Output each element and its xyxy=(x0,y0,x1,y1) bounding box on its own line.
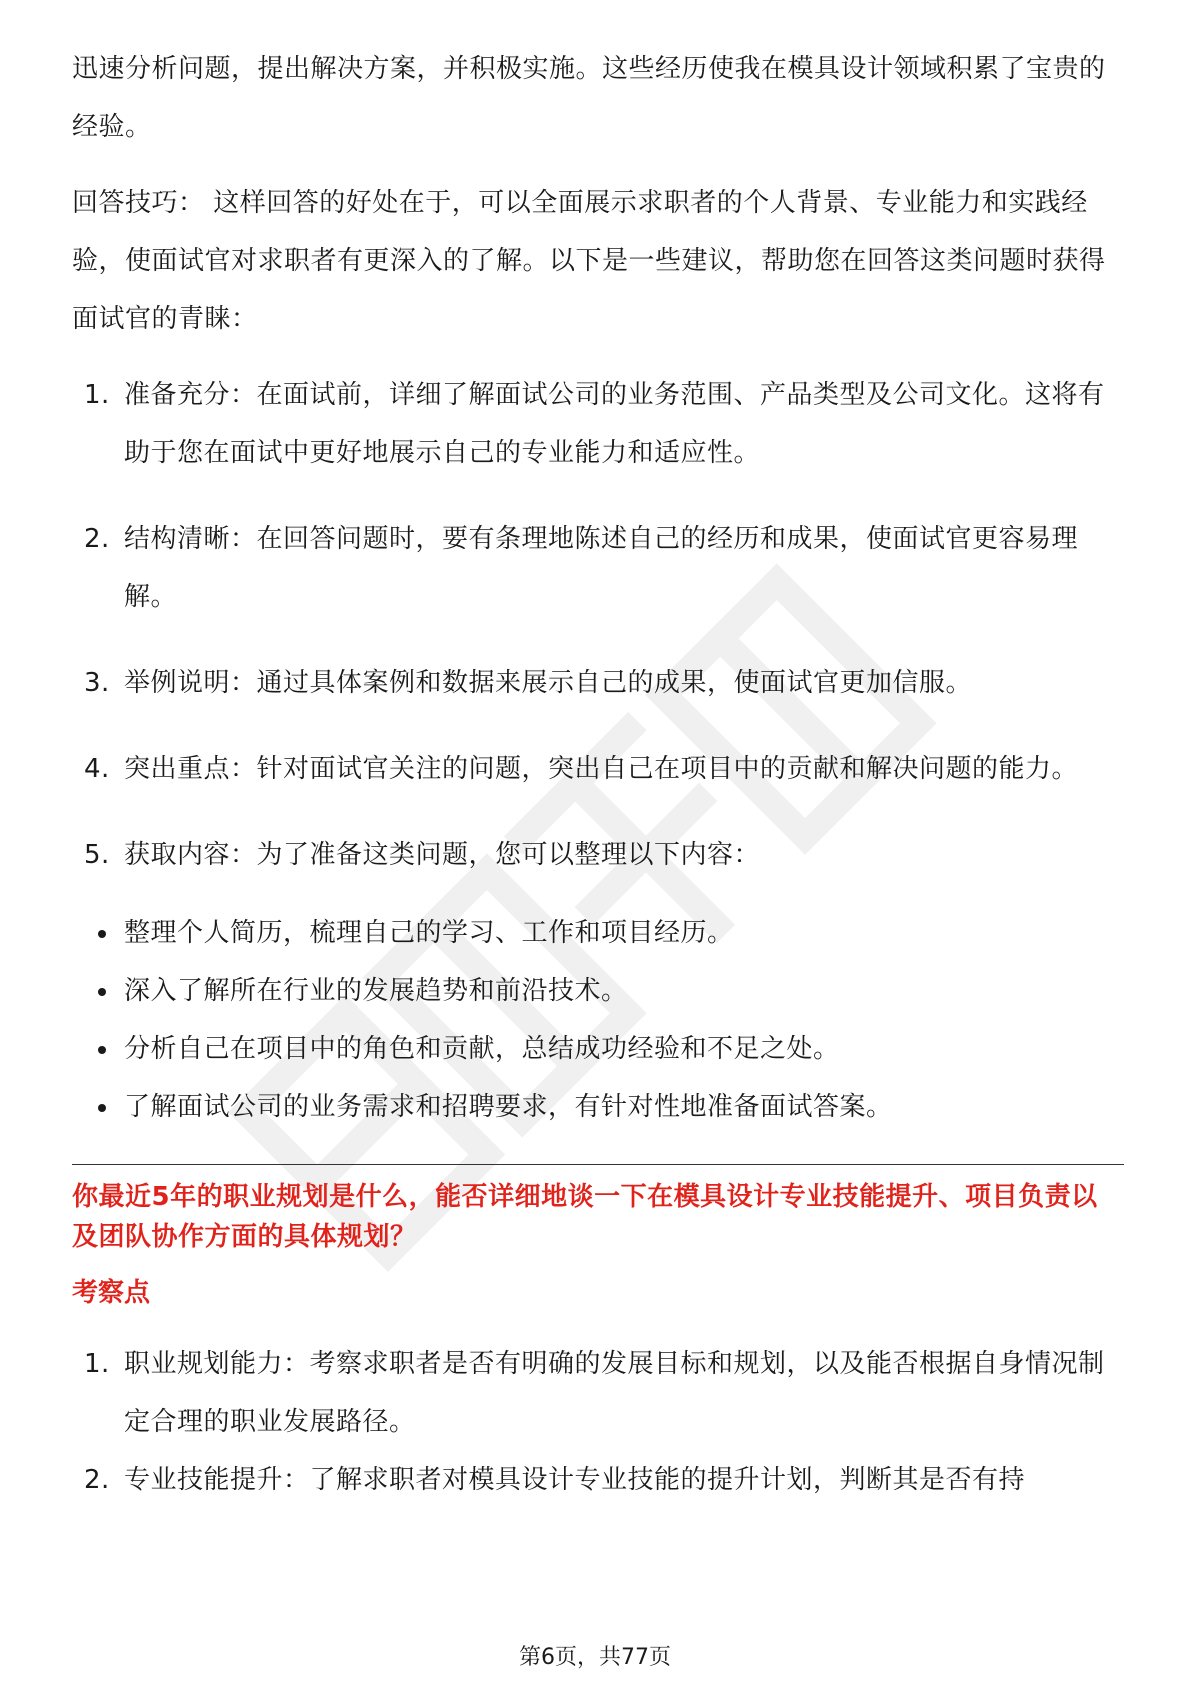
list-item xyxy=(72,826,1124,884)
bullet-dot-icon xyxy=(98,1046,106,1054)
bullet-item xyxy=(72,962,1124,1020)
bullet-item xyxy=(72,1078,1124,1136)
list-number: 1. xyxy=(84,380,110,410)
list-item-text: 举例说明：通过具体案例和数据来展示自己的成果，使面试官更加信服。 xyxy=(124,668,973,698)
list-item-text: 获取内容：为了准备这类问题，您可以整理以下内容： xyxy=(124,840,761,870)
list-item xyxy=(72,510,1124,626)
page-footer: 第6页，共77页 xyxy=(519,1645,671,1670)
list-item-text: 结构清晰：在回答问题时，要有条理地陈述自己的经历和成果，使面试官更容易理解。 xyxy=(124,524,1079,612)
list-item xyxy=(72,1335,1124,1451)
list-number: 5. xyxy=(84,840,110,870)
list-item-text: 准备充分：在面试前，详细了解面试公司的业务范围、产品类型及公司文化。这将有助于您在面试中更好地展示自己的专业能力和适应性。 xyxy=(124,380,1105,468)
interview-question: 你最近5年的职业规划是什么，能否详细地谈一下在模具设计专业技能提升、项目负责以及团队协作方面的具体规划？ xyxy=(72,1182,1098,1252)
bullet-text: 整理个人简历，梳理自己的学习、工作和项目经历。 xyxy=(124,918,734,948)
section-divider xyxy=(72,1164,1124,1165)
list-item-text: 突出重点：针对面试官关注的问题，突出自己在项目中的贡献和解决问题的能力。 xyxy=(124,754,1079,784)
list-item xyxy=(72,1451,1124,1509)
bullet-item xyxy=(72,904,1124,962)
list-number: 2. xyxy=(84,1465,110,1495)
bullet-dot-icon xyxy=(98,988,106,996)
assessment-list xyxy=(72,1335,1124,1509)
preparation-bullets xyxy=(72,904,1124,1136)
assessment-heading: 考察点 xyxy=(72,1278,151,1308)
list-item-text: 职业规划能力：考察求职者是否有明确的发展目标和规划，以及能否根据自身情况制定合理的职业发展路径。 xyxy=(124,1349,1105,1437)
answer-tips-paragraph: 回答技巧： 这样回答的好处在于，可以全面展示求职者的个人背景、专业能力和实践经验，使面试官对求职者有更深入的了解。以下是一些建议，帮助您在回答这类问题时获得面试官的青睐： xyxy=(72,188,1106,334)
list-item xyxy=(72,654,1124,712)
list-item xyxy=(72,366,1124,482)
bullet-dot-icon xyxy=(98,930,106,938)
bullet-text: 分析自己在项目中的角色和贡献，总结成功经验和不足之处。 xyxy=(124,1034,840,1064)
list-number: 1. xyxy=(84,1349,110,1379)
intro-paragraph: 迅速分析问题，提出解决方案，并积极实施。这些经历使我在模具设计领域积累了宝贵的经验。 xyxy=(72,54,1106,142)
list-number: 3. xyxy=(84,668,110,698)
main-content xyxy=(72,40,1124,1509)
bullet-text: 了解面试公司的业务需求和招聘要求，有针对性地准备面试答案。 xyxy=(124,1092,893,1122)
bullet-text: 深入了解所在行业的发展趋势和前沿技术。 xyxy=(124,976,628,1006)
list-number: 2. xyxy=(84,524,110,554)
list-number: 4. xyxy=(84,754,110,784)
list-item xyxy=(72,740,1124,798)
bullet-dot-icon xyxy=(98,1104,106,1112)
tips-list xyxy=(72,366,1124,884)
list-item-text: 专业技能提升：了解求职者对模具设计专业技能的提升计划，判断其是否有持 xyxy=(124,1465,1026,1495)
bullet-item xyxy=(72,1020,1124,1078)
